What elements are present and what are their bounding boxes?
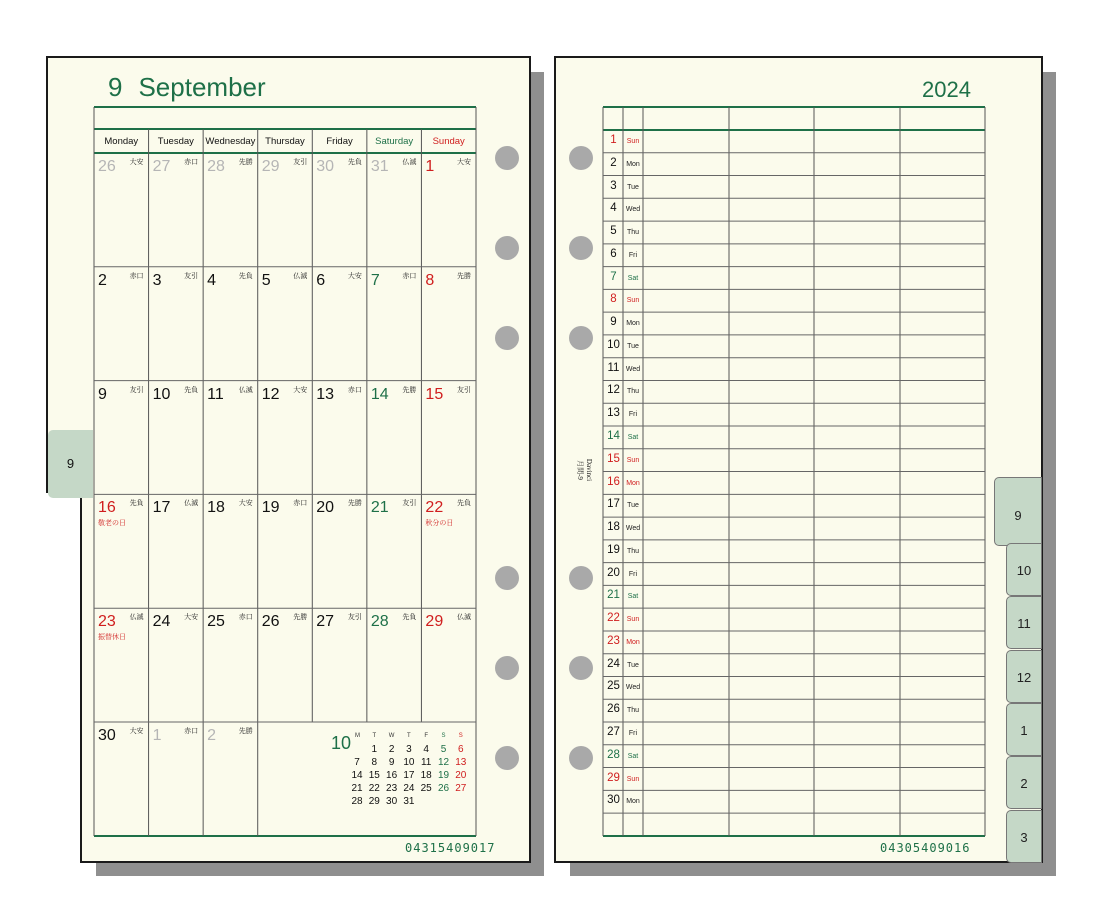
- day-number: 26: [261, 613, 280, 631]
- day-row-number: 11: [607, 361, 620, 374]
- month-tab-2[interactable]: [1006, 756, 1042, 809]
- rokuyo-label: 大安: [456, 159, 471, 166]
- right-page-code: 04305409016: [880, 841, 971, 855]
- rokuyo-label: 先負: [402, 614, 417, 622]
- spine-brand: Davinci: [585, 458, 593, 482]
- month-tab-label: 12: [1016, 669, 1032, 685]
- day-row-weekday: Tue: [627, 661, 639, 669]
- day-number: 21: [370, 499, 389, 517]
- day-row-number: 16: [607, 475, 620, 488]
- day-row-number: 23: [607, 634, 620, 647]
- day-row-number: 14: [607, 430, 620, 442]
- day-row-number: 19: [607, 543, 620, 556]
- day-number: 19: [261, 499, 280, 517]
- day-row-weekday: Thu: [626, 547, 640, 555]
- day-number: 31: [370, 158, 389, 175]
- rokuyo-label: 友引: [184, 272, 199, 280]
- day-number: 17: [152, 499, 171, 517]
- day-row-number: 8: [610, 293, 617, 306]
- mini-calendar-day: 5: [440, 744, 447, 755]
- day-number: 27: [152, 158, 171, 175]
- binder-hole: [495, 656, 519, 680]
- month-tab-label: 1: [1020, 722, 1028, 738]
- day-row-weekday: Fri: [628, 251, 638, 259]
- rokuyo-label: 赤口: [293, 500, 308, 508]
- mini-calendar-day: 24: [403, 783, 415, 794]
- weekday-header: Wednesday: [205, 136, 256, 147]
- mini-calendar-weekday: T: [372, 733, 377, 739]
- rokuyo-label: 友引: [402, 500, 417, 508]
- day-row-weekday: Mon: [626, 479, 640, 487]
- weekday-header: Tuesday: [157, 136, 194, 147]
- day-row-number: 25: [607, 680, 620, 693]
- rokuyo-label: 仏滅: [238, 386, 253, 394]
- day-row-weekday: Sun: [626, 775, 640, 783]
- day-number: 20: [316, 499, 335, 517]
- month-tab-3[interactable]: [1006, 810, 1042, 863]
- mini-calendar-day: 2: [388, 744, 395, 755]
- day-number: 3: [152, 271, 162, 289]
- mini-calendar-day: 1: [371, 744, 378, 755]
- day-row-weekday: Fri: [628, 411, 638, 419]
- rokuyo-label: 先負: [347, 159, 362, 166]
- mini-calendar-day: 11: [420, 757, 432, 768]
- rokuyo-label: 先勝: [238, 159, 253, 166]
- mini-calendar-weekday: T: [407, 733, 411, 739]
- weekday-header: Sunday: [432, 136, 465, 147]
- weekday-header: Friday: [326, 136, 353, 147]
- month-tab-label: 9: [1014, 508, 1022, 523]
- mini-calendar-day: 16: [386, 770, 398, 781]
- day-row-weekday: Wed: [625, 206, 641, 214]
- rokuyo-label: 先勝: [402, 386, 417, 394]
- day-row-number: 21: [607, 589, 620, 602]
- day-number: 29: [261, 158, 280, 175]
- mini-calendar-weekday: F: [424, 733, 429, 739]
- day-row-number: 13: [607, 407, 620, 420]
- day-number: 9: [98, 385, 107, 403]
- day-number: 16: [98, 499, 116, 517]
- rokuyo-label: 仏滅: [456, 614, 471, 622]
- holiday-name: 秋分の日: [425, 520, 454, 528]
- day-row-number: 17: [607, 498, 620, 511]
- rokuyo-label: 仏滅: [184, 500, 199, 508]
- day-number: 14: [370, 385, 389, 403]
- mini-calendar-day: 8: [371, 757, 378, 768]
- mini-calendar-day: 23: [386, 783, 398, 794]
- day-number: 13: [316, 385, 335, 403]
- weekday-header: Thursday: [265, 136, 305, 147]
- day-number: 10: [152, 385, 171, 403]
- day-row-weekday: Tue: [627, 183, 639, 191]
- mini-calendar-day: 7: [354, 757, 360, 768]
- mini-calendar-day: 6: [458, 744, 464, 755]
- day-row-number: 12: [607, 384, 620, 397]
- holiday-name: 振替休日: [98, 634, 126, 642]
- binder-hole: [569, 566, 593, 590]
- rokuyo-label: 友引: [456, 386, 471, 394]
- day-row-number: 6: [610, 247, 617, 260]
- weekday-header: Monday: [104, 136, 139, 147]
- day-row-weekday: Sun: [626, 456, 640, 464]
- day-row-weekday: Thu: [626, 229, 640, 237]
- binder-hole: [569, 326, 593, 350]
- mini-calendar-month: 10: [331, 733, 352, 753]
- day-row-number: 26: [607, 703, 620, 716]
- month-number: 9: [108, 72, 123, 102]
- day-number: 28: [207, 158, 225, 175]
- day-row-weekday: Sat: [627, 752, 639, 760]
- day-row-number: 9: [610, 316, 617, 329]
- rokuyo-label: 先勝: [347, 500, 362, 508]
- holiday-name: 敬老の日: [98, 520, 126, 528]
- day-row-weekday: Mon: [626, 160, 640, 168]
- mini-calendar-day: 20: [455, 770, 467, 781]
- day-number: 25: [207, 613, 225, 631]
- month-tab-label: 11: [1017, 616, 1031, 632]
- day-row-number: 1: [610, 134, 617, 146]
- day-row-number: 29: [607, 771, 620, 784]
- mini-calendar-day: 13: [455, 757, 467, 768]
- mini-calendar-day: 22: [368, 783, 380, 794]
- rokuyo-label: 大安: [347, 272, 362, 280]
- mini-calendar-day: 28: [351, 796, 363, 807]
- mini-calendar-day: 4: [423, 744, 429, 755]
- rokuyo-label: 赤口: [184, 159, 199, 166]
- rokuyo-label: 大安: [184, 614, 199, 622]
- rokuyo-label: 大安: [129, 159, 144, 166]
- mini-calendar-day: 17: [403, 770, 415, 781]
- month-tab-1[interactable]: [1006, 703, 1042, 756]
- day-row-weekday: Sun: [626, 138, 640, 145]
- mini-calendar-day: 21: [351, 783, 363, 794]
- day-row-number: 28: [607, 748, 620, 761]
- day-number: 30: [316, 158, 335, 175]
- spine-label: 月間-9: [576, 460, 584, 480]
- mini-calendar-weekday: S: [458, 733, 463, 739]
- month-tab-label: 2: [1020, 776, 1028, 792]
- day-row-number: 30: [607, 794, 620, 807]
- mini-calendar-day: 15: [368, 770, 380, 781]
- binder-hole: [569, 236, 593, 260]
- day-number: 23: [98, 613, 116, 631]
- day-number: 8: [425, 271, 435, 289]
- day-row-weekday: Sat: [627, 274, 639, 282]
- day-row-number: 15: [607, 452, 620, 465]
- day-number: 11: [207, 385, 224, 403]
- day-row-weekday: Sun: [626, 616, 640, 624]
- rokuyo-label: 先負: [184, 386, 199, 394]
- day-row-weekday: Wed: [625, 684, 641, 692]
- rokuyo-label: 赤口: [184, 728, 199, 735]
- rokuyo-label: 赤口: [402, 272, 417, 280]
- rokuyo-label: 先勝: [238, 728, 253, 735]
- day-row-weekday: Tue: [627, 342, 639, 350]
- weekday-header: Saturday: [375, 136, 414, 147]
- binder-hole: [495, 746, 519, 770]
- day-row-number: 10: [607, 338, 620, 351]
- rokuyo-label: 先負: [129, 500, 144, 508]
- month-tab-label: 3: [1020, 829, 1028, 845]
- mini-calendar-day: 29: [368, 796, 380, 807]
- rokuyo-label: 仏滅: [402, 159, 417, 166]
- day-number: 2: [207, 727, 217, 744]
- mini-calendar-day: 9: [388, 757, 395, 768]
- day-number: 6: [316, 271, 326, 289]
- month-tab-11[interactable]: [1006, 596, 1042, 649]
- mini-calendar-day: 26: [437, 783, 450, 794]
- day-number: 7: [370, 271, 380, 289]
- binder-hole: [569, 146, 593, 170]
- rokuyo-label: 仏滅: [129, 614, 144, 622]
- day-number: 30: [98, 727, 116, 744]
- day-row-weekday: Wed: [625, 365, 641, 373]
- spine-text: [563, 450, 593, 490]
- mini-calendar-day: 31: [403, 796, 415, 807]
- mini-calendar-day: 12: [437, 757, 450, 768]
- rokuyo-label: 友引: [129, 386, 144, 394]
- mini-calendar-day: 19: [437, 770, 450, 781]
- rokuyo-label: 大安: [238, 500, 253, 508]
- rokuyo-label: 友引: [347, 614, 362, 622]
- rokuyo-label: 仏滅: [293, 272, 308, 280]
- left-page-code: 04315409017: [405, 841, 496, 855]
- day-row-weekday: Sun: [626, 297, 640, 305]
- day-row-number: 4: [610, 202, 617, 215]
- day-number: 1: [425, 158, 435, 175]
- day-row-number: 27: [607, 726, 620, 739]
- day-number: 2: [98, 271, 107, 289]
- day-row-weekday: Mon: [626, 320, 640, 328]
- day-row-weekday: Fri: [628, 570, 638, 578]
- mini-calendar-day: 27: [455, 783, 467, 794]
- day-number: 15: [425, 385, 444, 403]
- day-number: 29: [425, 613, 444, 631]
- day-row-number: 3: [610, 179, 617, 192]
- month-tab-label: 10: [1016, 563, 1032, 578]
- mini-calendar-day: 3: [406, 744, 412, 755]
- rokuyo-label: 大安: [129, 728, 144, 735]
- day-number: 28: [370, 613, 389, 631]
- rokuyo-label: 赤口: [238, 614, 253, 622]
- rokuyo-label: 赤口: [347, 386, 362, 394]
- day-number: 26: [98, 158, 116, 175]
- day-row-number: 7: [610, 270, 617, 283]
- mini-calendar-day: 10: [403, 757, 415, 768]
- rokuyo-label: 先勝: [293, 614, 308, 622]
- day-number: 1: [152, 727, 162, 744]
- day-row-weekday: Mon: [626, 638, 640, 646]
- month-tab-10[interactable]: [1006, 543, 1042, 596]
- mini-calendar-day: 30: [386, 796, 398, 807]
- binder-hole: [495, 236, 519, 260]
- day-row-number: 18: [607, 521, 620, 534]
- day-row-weekday: Mon: [626, 798, 640, 806]
- rokuyo-label: 先負: [238, 272, 253, 280]
- month-name: September: [138, 72, 266, 102]
- mini-calendar-weekday: S: [441, 733, 446, 739]
- month-tab-9[interactable]: [994, 477, 1042, 546]
- day-row-weekday: Thu: [626, 707, 640, 715]
- month-tab-12[interactable]: [1006, 650, 1042, 703]
- mini-calendar-day: 18: [420, 770, 432, 781]
- day-row-weekday: Tue: [627, 502, 639, 510]
- binder-hole: [495, 566, 519, 590]
- day-row-number: 20: [607, 566, 620, 579]
- day-row-number: 22: [607, 612, 620, 625]
- day-number: 22: [425, 499, 444, 517]
- mini-calendar-month-suffix: M: [355, 733, 360, 739]
- day-row-number: 2: [610, 156, 617, 169]
- day-number: 4: [207, 271, 217, 289]
- day-row-number: 24: [607, 657, 620, 670]
- day-row-number: 5: [610, 225, 617, 238]
- day-row-weekday: Fri: [628, 730, 638, 738]
- day-number: 5: [261, 271, 271, 289]
- mini-calendar-day: 14: [351, 770, 363, 781]
- day-number: 27: [316, 613, 335, 631]
- mini-calendar-day: 25: [420, 783, 432, 794]
- binder-hole: [569, 656, 593, 680]
- binder-hole: [569, 746, 593, 770]
- mini-calendar-weekday: W: [388, 733, 395, 739]
- day-number: 12: [261, 385, 280, 403]
- day-row-weekday: Sat: [627, 434, 639, 441]
- day-number: 18: [207, 499, 225, 517]
- month-side-tab-label: 9: [66, 456, 75, 471]
- rokuyo-label: 先負: [456, 500, 471, 508]
- day-row-weekday: Sat: [627, 593, 639, 601]
- day-number: 24: [152, 613, 171, 631]
- binder-hole: [495, 146, 519, 170]
- year-label: 2024: [922, 77, 971, 102]
- rokuyo-label: 赤口: [129, 272, 144, 280]
- day-row-weekday: Wed: [625, 525, 641, 533]
- day-row-weekday: Thu: [626, 388, 640, 396]
- rokuyo-label: 友引: [293, 159, 308, 166]
- rokuyo-label: 大安: [293, 386, 308, 394]
- rokuyo-label: 先勝: [456, 272, 471, 280]
- binder-hole: [495, 326, 519, 350]
